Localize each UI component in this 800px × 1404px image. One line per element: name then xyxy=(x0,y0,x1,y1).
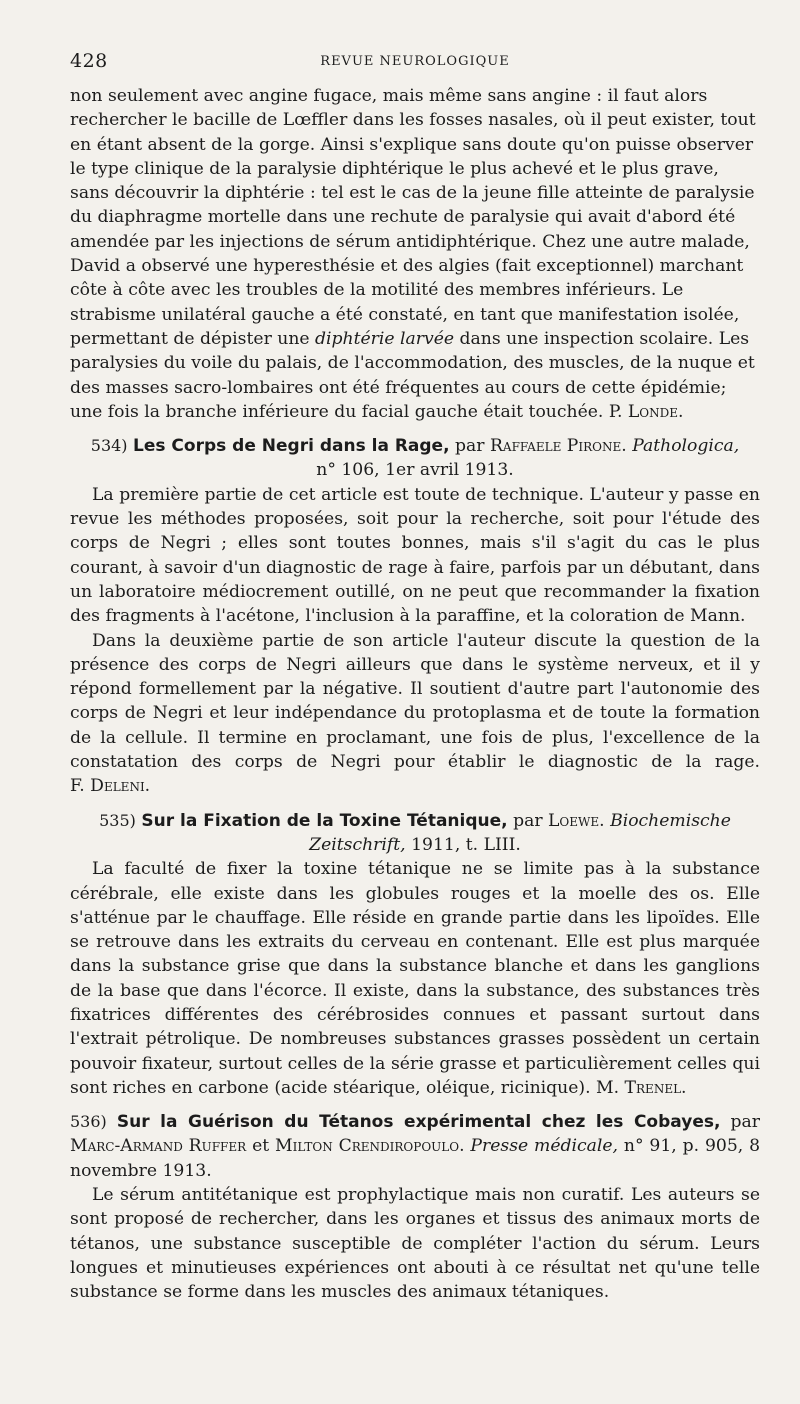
entry-536-author-2: Milton Crendiropoulo. xyxy=(275,1136,465,1157)
entry-536-journal: Presse médicale, xyxy=(470,1136,619,1157)
entry-535-paragraph-1 xyxy=(70,857,760,1100)
entry-535-ref: 1911, t. LIII. xyxy=(411,834,521,855)
entry-534-journal: Pathologica, xyxy=(632,436,740,457)
entry-534-paragraph-1: La première partie de cet article est toute de technique. L'auteur y passe en revue les méthodes proposées, soit pour la recherche, soit pour l'étude des corps de Negri ; elles sont toutes bonnes, mais s'il s'agit du cas le plus courant, à savoir d'un diagnostic de rage à faire, parfois par un débutant, dans un laboratoire médiocrement outillé, on ne peut que recommander la fixation des fragments à l'acétone, l'inclusion à la paraffine, et la coloration de Mann. xyxy=(70,484,760,627)
entry-535-title: Sur la Fixation de la Toxine Tétanique, xyxy=(141,810,508,831)
carryover-text-1: non seulement avec angine fugace, mais même sans angine : il faut alors rechercher le bacille de Lœffler dans les fosses nasales, où il peut exister, tout en étant absent de la gorge. Ainsi s'explique sans doute qu'on puisse observer le type clinique de la paralysie diphtérique le plus achevé et le plus grave, sans découvrir la diphtérie : tel est le cas de la jeune fille atteinte de paralysie du diaphragme mortelle dans une rechute de paralysie qui avait d'abord été amendée par les injections de sérum antidiphtérique. Chez une autre malade, David a observé une hyperesthésie et des algies (fait exceptionnel) marchant côte à côte avec les troubles de la motilité des membres inférieurs. Le strabisme unilatéral gauche a été constaté, en tant que manifestation isolée, permettant de dépister une xyxy=(70,86,756,349)
carryover-paragraph xyxy=(70,84,760,424)
entry-535-heading xyxy=(70,809,760,858)
entry-535-author: Loewe. xyxy=(548,810,605,831)
entry-534-number: 534) xyxy=(90,436,128,456)
entry-536-title: Sur la Guérison du Tétanos expérimental chez les Cobayes, xyxy=(116,1112,721,1133)
entry-535-by: par xyxy=(513,810,543,831)
page xyxy=(70,50,760,1305)
entry-536-number: 536) xyxy=(70,1112,107,1132)
entry-536-ref: n° 91, p. 905, 8 novembre 1913. xyxy=(70,1136,761,1181)
entry-535-journal: Biochemische Zeitschrift, xyxy=(309,810,731,855)
page-number: 428 xyxy=(70,50,108,72)
entry-536-and: et xyxy=(252,1136,270,1157)
entry-536-author: Marc-Armand Ruffer xyxy=(70,1136,247,1157)
entry-535-signature: M. Trenel. xyxy=(596,1077,687,1098)
entry-536-paragraph-1: Le sérum antitétanique est prophylactique mais non curatif. Les auteurs se sont proposé de rechercher, dans les organes et tissus des animaux morts de tétanos, une substance susceptible de compléter l'action du sérum. Leurs longues et minutieuses expériences ont abouti à ce résultat net qu'une telle substance se forme dans les muscles des animaux tétaniques. xyxy=(70,1185,760,1303)
carryover-signature: P. Londe. xyxy=(608,401,684,422)
entry-536-heading xyxy=(70,1110,760,1183)
entry-534-title: Les Corps de Negri dans la Rage, xyxy=(133,436,450,457)
entry-534-author: Raffaele Pirone. xyxy=(489,436,627,457)
entry-534-ref: n° 106, 1er avril 1913. xyxy=(316,460,514,481)
entry-534-signature: F. Deleni. xyxy=(70,776,151,797)
entry-534-by: par xyxy=(455,436,485,457)
running-head xyxy=(70,50,760,78)
carryover-text-2: dans une inspection scolaire. Les paralysies du voile du palais, de l'accommodation, des muscles, de la nuque et des masses sacro-lombaires ont été fréquentes au cours de cette épidémie; une fois la branche inférieure du facial gauche était touchée. xyxy=(70,328,755,422)
carryover-italic: diphtérie larvée xyxy=(315,328,455,349)
entry-534-heading xyxy=(70,434,760,483)
entry-535-number: 535) xyxy=(99,810,136,830)
entry-534-paragraph-2 xyxy=(70,629,760,799)
entry-536-by: par xyxy=(730,1112,760,1133)
journal-title: REVUE NEUROLOGIQUE xyxy=(320,54,510,69)
entry-535-paragraph-1-text: La faculté de fixer la toxine tétanique ne se limite pas à la substance cérébrale, elle existe dans les globules rouges et la moelle des os. Elle s'atténue par le chauffage. Elle réside en grande partie dans les lipoïdes. Elle se retrouve dans les extraits du cerveau en contenant. Elle est plus marquée dans la substance grise que dans la substance blanche et dans les ganglions de la base que dans l'écorce. Il existe, dans la substance, des substances très fixatrices différentes des cérébrosides connues et passant surtout dans l'extrait pétrolique. De nombreuses substances grasses possèdent un certain pouvoir fixateur, surtout celles de la série grasse et particulièrement celles qui sont riches en carbone (acide stéarique, oléique, ricinique). xyxy=(70,859,760,1098)
entry-534-paragraph-2-text: Dans la deuxième partie de son article l'auteur discute la question de la présence des corps de Negri ailleurs que dans le système nerveux, et il y répond formellement par la négative. Il soutient d'autre part l'autonomie des corps de Negri et leur indépendance du protoplasma et de toute la formation de la cellule. Il termine en proclamant, une fois de plus, l'excellence de la constatation des corps de Negri pour établir le diagnostic de la rage. xyxy=(70,630,760,773)
